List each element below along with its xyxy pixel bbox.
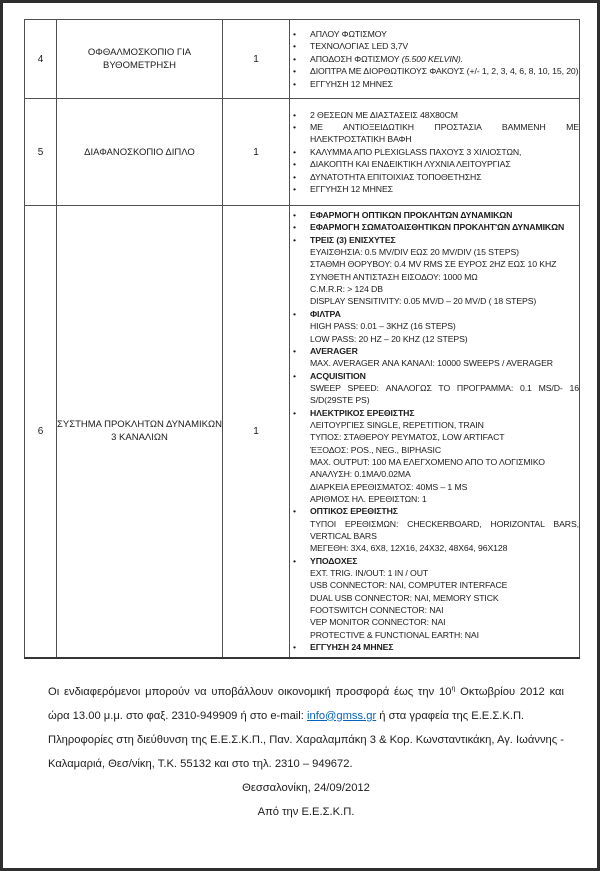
spec-line [290, 629, 579, 641]
spec-line [290, 370, 579, 382]
spec-line [290, 456, 579, 468]
spec-text: EXT. TRIG. IN/OUT: 1 IN / OUT [310, 568, 429, 579]
spec-line [290, 345, 579, 357]
offer-text-mid: Οκτωβρίου 2012 και ώρα 13.00 μ.μ. στο φαξ. 2310-949909 ή στο e-mail: [48, 685, 564, 722]
spec-text: C.M.R.R: > 124 DB [310, 284, 383, 295]
spec-line [290, 592, 579, 604]
spec-text: ΜΕΓΕΘΗ: 3Χ4, 6Χ8, 12Χ16, 24Χ32, 48Χ64, 96Χ128 [310, 543, 508, 554]
spec-text: ΑΠΛΟΥ ΦΩΤΙΣΜΟΥ [310, 29, 387, 40]
bullet-spacer [290, 246, 310, 258]
spec-text: ΔΙΑΡΚΕΙΑ ΕΡΕΘΙΣΜΑΤΟΣ: 40MS – 1 MS [310, 481, 468, 492]
spec-text: ΈΞΟΔΟΣ: POS., NEG., BIPHASIC [310, 444, 442, 455]
item-specs-cell [290, 206, 580, 658]
spec-line [290, 567, 579, 579]
spec-text: ΜΕ ΑΝΤΙΟΞΕΙΔΩΤΙΚΗ ΠΡΟΣΤΑΣΙΑ ΒΑΜΜΕΝΗ ΜΕ ΗΛΕΚΤΡΟΣΤΑΤΙΚΗ ΒΑΦΗ [310, 122, 579, 145]
spec-line [290, 271, 579, 283]
spec-text: ΤΕΧΝΟΛΟΓΙΑΣ LED 3,7V [310, 41, 409, 52]
spec-line [290, 407, 579, 419]
spec-line [290, 555, 579, 567]
spec-line [290, 234, 579, 246]
table-row [25, 20, 580, 99]
bullet-icon: • [293, 345, 296, 356]
bullet-icon: • [293, 642, 296, 653]
spec-text: ΣΤΑΘΜΗ ΘΟΡΥΒΟΥ: 0.4 MV RMS ΣΕ ΕΥΡΟΣ 2HZ ΕΩΣ 10 KHZ [310, 259, 557, 270]
spec-text: ΕΦΑΡΜΟΓΗ ΟΠΤΙΚΩΝ ΠΡΟΚΛΗΤΩΝ ΔΥΝΑΜΙΚΩΝ [310, 210, 513, 221]
spec-text: ΣΥΝΘΕΤΗ ΑΝΤΙΣΤΑΣΗ ΕΙΣΟΔΟΥ: 1000 ΜΩ [310, 271, 478, 282]
bullet-icon: • [293, 308, 296, 319]
spec-text: ΕΦΑΡΜΟΓΗ ΣΩΜΑΤΟΑΙΣΘΗΤΙΚΩΝ ΠΡΟΚΛΗΤ'ΩΝ ΔΥΝΑΜΙΚΩΝ [310, 222, 565, 233]
bullet-icon: • [293, 78, 296, 89]
spec-text: ΑΠΟΔΟΣΗ ΦΩΤΙΣΜΟΥ (5.500 KELVIN). [310, 53, 463, 64]
equipment-table [24, 19, 580, 659]
spec-text: PROTECTIVE & FUNCTIONAL EARTH: ΝΑΙ [310, 629, 479, 640]
item-quantity: 1 [223, 206, 290, 658]
spec-line [290, 283, 579, 295]
spec-text: ACQUISITION [310, 370, 366, 381]
spec-text: ΔΙΟΠΤΡΑ ΜΕ ΔΙΟΡΘΩΤΙΚΟΥΣ ΦΑΚΟΥΣ (+/- 1, 2, 3, 4, 6, 8, 10, 15, 20) [310, 66, 579, 77]
spec-line [290, 493, 579, 505]
spec-line [290, 382, 579, 407]
bullet-spacer [290, 431, 310, 443]
bullet-icon: • [293, 234, 296, 245]
spec-line [290, 419, 579, 431]
spec-text: ΤΥΠΟΙ ΕΡΕΘΙΣΜΩΝ: CHECKERBOARD, HORIZONTAL BARS, VERTICAL BARS [310, 518, 579, 541]
bullet-icon: • [293, 29, 296, 40]
spec-line [290, 320, 579, 332]
spec-text: ΗΛΕΚΤΡΙΚΟΣ ΕΡΕΘΙΣΤΗΣ [310, 407, 415, 418]
bullet-spacer [290, 283, 310, 295]
spec-text: ΕΥΑΙΣΘΗΣΙΑ: 0.5 MV/DIV ΕΩΣ 20 MV/DIV (15 STEPS) [310, 247, 519, 258]
spec-text: LOW PASS: 20 HZ – 20 KHZ (12 STEPS) [310, 333, 468, 344]
item-number: 5 [25, 99, 57, 206]
spec-text: FOOTSWITCH CONNECTOR: ΝΑΙ [310, 605, 444, 616]
spec-line [290, 518, 579, 543]
footer-paragraph-offer [48, 680, 564, 728]
ordinal-superscript: η [451, 684, 456, 692]
spec-text: DISPLAY SENSITIVITY: 0.05 MV/D – 20 MV/D ( 18 STEPS) [310, 296, 537, 307]
bullet-spacer [290, 616, 310, 628]
bullet-icon: • [293, 171, 296, 182]
spec-line [290, 78, 579, 90]
spec-line [290, 53, 579, 65]
spec-line [290, 28, 579, 40]
bullet-icon: • [293, 66, 296, 77]
spec-text: ΕΓΓΥΗΣΗ 12 ΜΗΝΕΣ [310, 78, 393, 89]
footer-date-line: Θεσσαλονίκη, 24/09/2012 [242, 781, 370, 794]
spec-line [290, 308, 579, 320]
spec-line [290, 604, 579, 616]
spec-line [290, 641, 579, 653]
spec-line [290, 468, 579, 480]
spec-text: AVERAGER [310, 345, 358, 356]
spec-line [290, 146, 579, 158]
spec-line [290, 579, 579, 591]
spec-text: 2 ΘΕΣΕΩΝ ΜΕ ΔΙΑΣΤΑΣΕΙΣ 48Χ80CM [310, 109, 458, 120]
footer [48, 680, 564, 824]
spec-line [290, 158, 579, 170]
bullet-spacer [290, 456, 310, 468]
bullet-spacer [290, 567, 310, 579]
bullet-spacer [290, 444, 310, 456]
spec-line [290, 481, 579, 493]
spec-line [290, 65, 579, 77]
spec-line [290, 221, 579, 233]
bullet-spacer [290, 629, 310, 641]
bullet-spacer [290, 333, 310, 345]
item-specs-cell [290, 20, 580, 99]
item-quantity: 1 [223, 20, 290, 99]
bullet-icon: • [293, 53, 296, 64]
spec-line [290, 357, 579, 369]
spec-line [290, 246, 579, 258]
bullet-icon: • [293, 555, 296, 566]
item-name: ΟΦΘΑΛΜΟΣΚΟΠΙΟ ΓΙΑ ΒΥΘΟΜΕΤΡΗΣΗ [57, 20, 223, 99]
bullet-icon: • [293, 222, 296, 233]
spec-text: USB CONNECTOR: ΝΑΙ, COMPUTER INTERFACE [310, 580, 508, 591]
spec-text: ΑΡΙΘΜΟΣ ΗΛ. ΕΡΕΘΙΣΤΩΝ: 1 [310, 493, 427, 504]
spec-text: ΑΝΑΛΥΣΗ: 0.1ΜΑ/0.02ΜΑ [310, 469, 411, 480]
table-row [25, 99, 580, 206]
spec-text: MAX. OUTPUT: 100 MA ΕΛΕΓΧΟΜΕΝΟ ΑΠΟ ΤΟ ΛΟΓΙΣΜΙΚΟ [310, 456, 545, 467]
spec-text: HIGH PASS: 0.01 – 3KHZ (16 STEPS) [310, 321, 456, 332]
bullet-icon: • [293, 109, 296, 120]
spec-text: ΚΑΛΥΜΜΑ ΑΠΟ PLEXIGLASS ΠΑΧΟΥΣ 3 ΧΙΛΙΟΣΤΩΝ, [310, 146, 522, 157]
bullet-icon: • [293, 41, 296, 52]
spec-line [290, 431, 579, 443]
bullet-icon: • [293, 407, 296, 418]
bullet-icon: • [293, 146, 296, 157]
bullet-spacer [290, 604, 310, 616]
bullet-spacer [290, 468, 310, 480]
footer-from-line: Από την Ε.Ε.Σ.Κ.Π. [257, 805, 355, 818]
spec-text: ΕΓΓΥΗΣΗ 24 ΜΗΝΕΣ [310, 642, 394, 653]
item-specs [290, 28, 579, 90]
spec-line [290, 40, 579, 52]
spec-line [290, 258, 579, 270]
item-number: 4 [25, 20, 57, 99]
bullet-spacer [290, 493, 310, 505]
bullet-spacer [290, 382, 310, 407]
offer-text-end: ή στα γραφεία της Ε.Ε.Σ.Κ.Π. [376, 709, 525, 722]
spec-text: ΛΕΙΤΟΥΡΓΙΕΣ SINGLE, REPETITION, TRAIN [310, 419, 484, 430]
spec-line [290, 209, 579, 221]
bullet-icon: • [293, 183, 296, 194]
spec-text: ΦΙΛΤΡΑ [310, 308, 341, 319]
item-number: 6 [25, 206, 57, 658]
bullet-spacer [290, 320, 310, 332]
footer-paragraph-info: Πληροφορίες στη διεύθυνση της Ε.Ε.Σ.Κ.Π., Παν. Χαραλαμπάκη 3 & Κορ. Κωνσταντικάκη, Αγ. Ιωάννης - Καλαμαριά, Θεσ/νίκη, Τ.Κ. 55132 και στο τηλ. 2310 – 949672. [48, 733, 564, 770]
spec-text: ΔΥΝΑΤΟΤΗΤΑ ΕΠΙΤΟΙΧΙΑΣ ΤΟΠΟΘΕΤΗΣΗΣ [310, 171, 482, 182]
bullet-spacer [290, 271, 310, 283]
bullet-spacer [290, 579, 310, 591]
item-specs-cell [290, 99, 580, 206]
spec-text: ΟΠΤΙΚΟΣ ΕΡΕΘΙΣΤΗΣ [310, 506, 398, 517]
item-specs [290, 109, 579, 195]
bullet-spacer [290, 481, 310, 493]
bullet-icon: • [293, 210, 296, 221]
spec-line [290, 542, 579, 554]
spec-text: ΔΙΑΚΟΠΤΗ ΚΑΙ ΕΝΔΕΙΚΤΙΚΗ ΛΥΧΝΙΑ ΛΕΙΤΟΥΡΓΙΑΣ [310, 159, 511, 170]
bullet-spacer [290, 542, 310, 554]
bullet-icon: • [293, 506, 296, 517]
spec-text: VEP MONITOR CONNECTOR: ΝΑΙ [310, 617, 446, 628]
email-link[interactable]: info@gmss.gr [307, 709, 377, 722]
item-name: ΔΙΑΦΑΝΟΣΚΟΠΙΟ ΔΙΠΛΟ [57, 99, 223, 206]
spec-text: SWEEP SPEED: ΑΝΑΛΟΓΩΣ ΤΟ ΠΡΟΓΡΑΜΜΑ: 0.1 MS/D- 16 S/D(29STE PS) [310, 382, 579, 406]
spec-line [290, 505, 579, 517]
item-quantity: 1 [223, 99, 290, 206]
spec-line [290, 171, 579, 183]
spec-text: ΤΥΠΟΣ: ΣΤΑΘΕΡΟΥ ΡΕΥΜΑΤΟΣ, LOW ARTIFACT [310, 432, 505, 443]
bullet-icon: • [293, 370, 296, 381]
spec-line [290, 121, 579, 146]
spec-line [290, 109, 579, 121]
bullet-spacer [290, 357, 310, 369]
item-name: ΣΥΣΤΗΜΑ ΠΡΟΚΛΗΤΩΝ ΔΥΝΑΜΙΚΩΝ 3 ΚΑΝΑΛΙΩΝ [57, 206, 223, 658]
spec-line [290, 183, 579, 195]
item-specs [290, 209, 579, 653]
bullet-spacer [290, 258, 310, 270]
bullet-spacer [290, 592, 310, 604]
spec-text: ΥΠΟΔΟΧΕΣ [310, 555, 358, 566]
spec-text: ΤΡΕΙΣ (3) ΕΝΙΣΧΥΤΕΣ [310, 234, 396, 245]
spec-line [290, 295, 579, 307]
bullet-spacer [290, 419, 310, 431]
bullet-icon: • [293, 159, 296, 170]
bullet-icon: • [293, 122, 296, 133]
bullet-spacer [290, 295, 310, 307]
spec-line [290, 333, 579, 345]
spec-text: MAX. AVERAGER ΑΝΑ ΚΑΝΑΛΙ: 10000 SWEEPS / AVERAGER [310, 358, 553, 369]
table-row [25, 206, 580, 658]
spec-text: ΕΓΓΥΗΣΗ 12 ΜΗΝΕΣ [310, 183, 393, 194]
spec-line [290, 444, 579, 456]
spec-line [290, 616, 579, 628]
spec-text: DUAL USB CONNECTOR: ΝΑΙ, MEMORY STICK [310, 592, 499, 603]
offer-text-start: Οι ενδιαφερόμενοι μπορούν να υποβάλλουν οικονομική προσφορά έως την 10 [48, 685, 452, 698]
bullet-spacer [290, 518, 310, 543]
